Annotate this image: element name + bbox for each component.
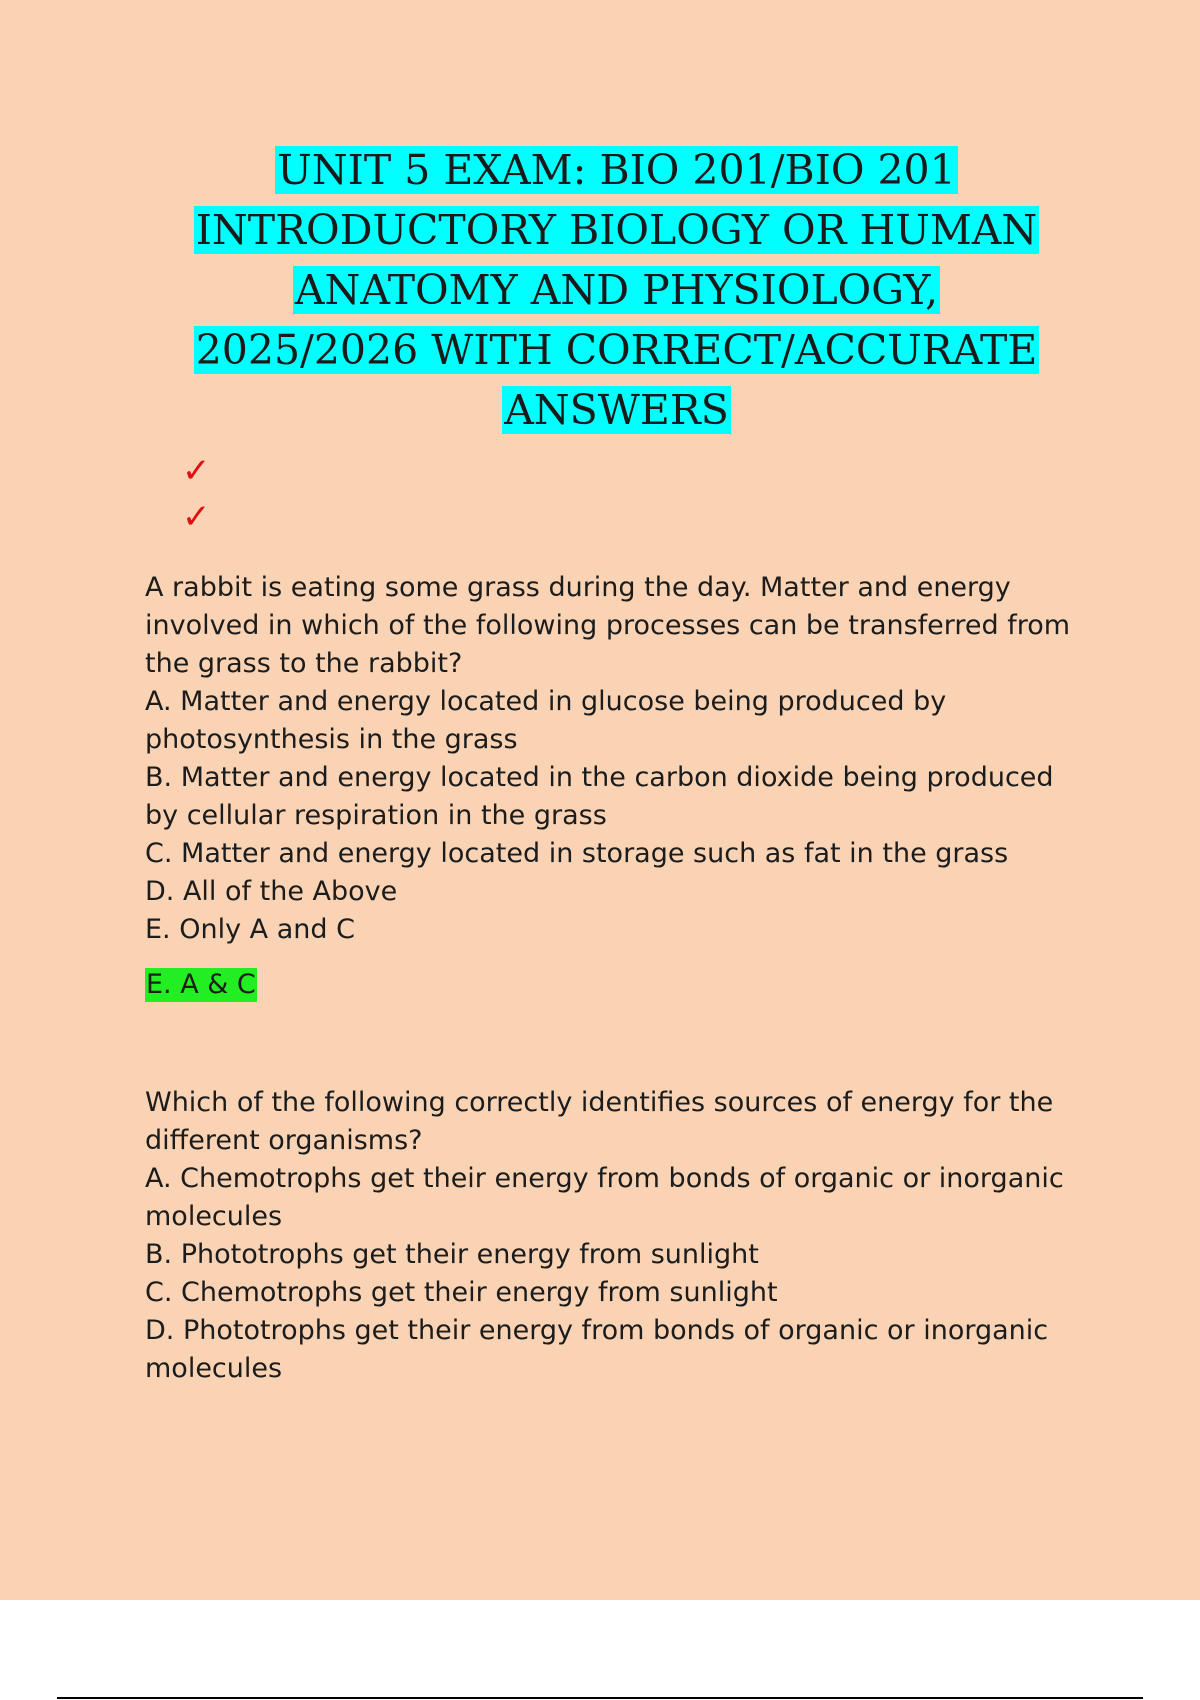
question-2-option-b: B. Phototrophs get their energy from sunlight — [145, 1239, 759, 1270]
question-2-option-c: C. Chemotrophs get their energy from sunlight — [145, 1277, 778, 1308]
question-2-option-d: D. Phototrophs get their energy from bonds of organic or inorganic molecules — [145, 1315, 1049, 1384]
question-1-option-a: A. Matter and energy located in glucose being produced by photosynthesis in the grass — [145, 686, 947, 755]
title-line-5: ANSWERS — [504, 386, 729, 434]
question-1-option-e: E. Only A and C — [145, 914, 355, 945]
question-1-stem: A rabbit is eating some grass during the day. Matter and energy involved in which of the following processes can be transferred from the grass to the rabbit? — [145, 572, 1071, 679]
title-line-3: ANATOMY AND PHYSIOLOGY, — [294, 266, 939, 314]
footer-divider — [57, 1697, 1143, 1699]
question-1 — [145, 569, 1075, 949]
question-1-option-c: C. Matter and energy located in storage such as fat in the grass — [145, 838, 1009, 869]
title-line-2: INTRODUCTORY BIOLOGY OR HUMAN — [195, 206, 1038, 254]
question-2 — [145, 1084, 1075, 1388]
question-2-stem: Which of the following correctly identifies sources of energy for the different organisms? — [145, 1087, 1054, 1156]
checkmark-list — [182, 448, 211, 540]
question-1-option-d: D. All of the Above — [145, 876, 398, 907]
question-1-option-b: B. Matter and energy located in the carbon dioxide being produced by cellular respiration in the grass — [145, 762, 1054, 831]
title-line-1: UNIT 5 EXAM: BIO 201/BIO 201 — [277, 146, 956, 194]
checkmark-icon: ✓ — [182, 451, 211, 491]
title-line-4: 2025/2026 WITH CORRECT/ACCURATE — [195, 326, 1038, 374]
question-2-option-a: A. Chemotrophs get their energy from bonds of organic or inorganic molecules — [145, 1163, 1064, 1232]
document-title — [120, 140, 1113, 440]
checkmark-icon: ✓ — [182, 497, 211, 537]
question-1-answer: E. A & C — [146, 969, 256, 1000]
